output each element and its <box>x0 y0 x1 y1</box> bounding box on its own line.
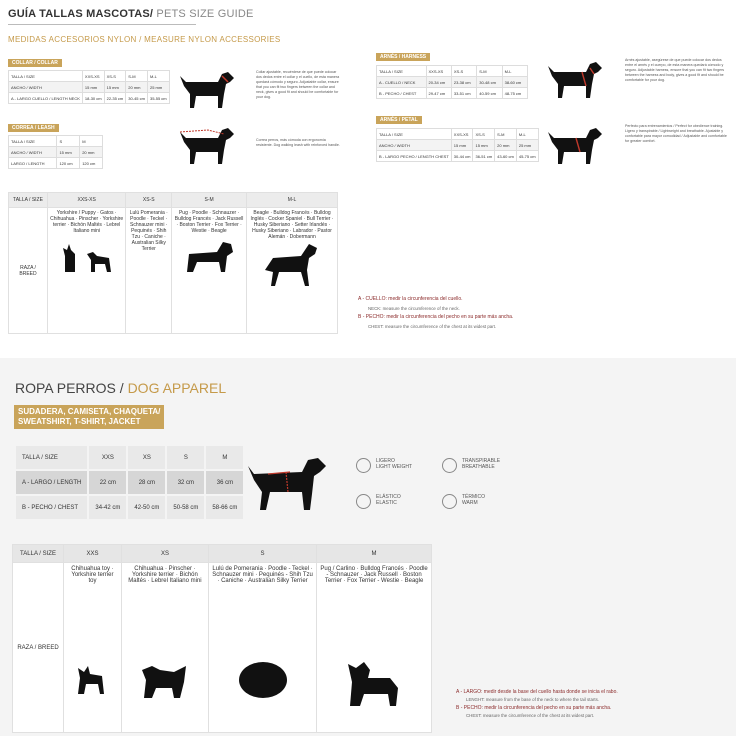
size-col-2: XS-S <box>126 193 172 208</box>
vest-table <box>376 128 539 162</box>
feature-breathable-en: BREATHABLE <box>462 464 495 470</box>
leash-table <box>8 135 103 169</box>
feature-light-en: LIGHT WEIGHT <box>376 464 413 470</box>
apparel-cell: M <box>205 445 244 470</box>
vest-cell: 15 mm <box>451 140 473 151</box>
harness-cell: B - PECHO / CHEST <box>377 88 427 99</box>
collar-cell: 30-45 cm <box>126 93 148 104</box>
apparel-cell: 34-42 cm <box>88 495 127 520</box>
breed-list-3 <box>172 208 247 334</box>
breed-list-1 <box>48 208 126 334</box>
thermal-icon <box>442 494 457 509</box>
measure2-b: B - PECHO: medir la circunferencia del pecho en su parte más ancha. <box>456 705 612 711</box>
collar-cell: TALLA / SIZE <box>9 71 83 82</box>
vest-cell: ANCHO / WIDTH <box>377 140 452 151</box>
harness-cell: S-M <box>477 66 502 77</box>
cat-chihuahua-icon <box>57 234 117 274</box>
harness-cell: XS-S <box>451 66 476 77</box>
apparel-cell: B - PECHO / CHEST <box>15 495 88 520</box>
strap-cell: LARGO / LENGTH <box>9 158 57 169</box>
dog-apparel-icon <box>246 454 328 514</box>
breed2-text-1: Chihuahua toy · Yorkshire terrier toy <box>71 566 114 584</box>
harness-cell: 33-51 cm <box>451 88 476 99</box>
breed-text-3: Pug · Poodle · Schnauzer · Bulldog Francés · Jack Russell · Boston Terrier · Fox Terrier · Westie · Beagle <box>174 210 244 234</box>
harness-cell: 20-34 cm <box>426 77 451 88</box>
vest-cell: 36-51 cm <box>473 151 495 162</box>
collar-cell: 25 mm <box>147 82 169 93</box>
apparel-cell: 50-58 cm <box>166 495 205 520</box>
breed2-list-2 <box>121 563 208 733</box>
apparel-cell: 28 cm <box>127 470 166 495</box>
strap-row <box>9 158 103 169</box>
apparel-cell: 58-66 cm <box>205 495 244 520</box>
apparel-cell: S <box>166 445 205 470</box>
schnauzer-icon <box>181 234 237 274</box>
harness-row <box>377 66 528 77</box>
vest-row <box>377 129 539 140</box>
strap-cell: 15 mm <box>57 147 80 158</box>
vest-cell: 43-60 cm <box>495 151 517 162</box>
section-subtitle: MEDIDAS ACCESORIOS NYLON / MEASURE NYLON ACCESSORIES <box>8 35 281 44</box>
feature-breathable <box>462 458 500 470</box>
apparel-cell: A - LARGO / LENGTH <box>15 470 88 495</box>
measure-legend-2 <box>456 688 734 720</box>
harness-table <box>376 65 528 99</box>
breed2-list-3 <box>209 563 317 733</box>
dog-harness-icon <box>546 58 604 102</box>
harness-cell: 40-59 cm <box>477 88 502 99</box>
apparel-cell: 32 cm <box>166 470 205 495</box>
harness-note: Arnés ajustable, asegúrese de que puede colocar dos dedos entre el arnés y el cuerpo, de esta manera quedará cómodo y seguro. Adjustable harness, ensure that you can fit two fingers between the harness and body, gives a good fit and should be comfortable for your dog. <box>625 58 725 82</box>
breathable-icon <box>442 458 457 473</box>
breed-text-4: Beagle · Bulldog Francés · Bulldog Inglés · Cocker Spaniel · Bull Terrier · Husky Siberiano · Setter Irlandés · Husky Siberiano · Labrador · Pastor Alemán · Dobermann <box>250 210 334 240</box>
breed-list-4 <box>247 208 338 334</box>
breed-header: RAZA / BREED <box>9 208 48 334</box>
apparel-title-es: ROPA PERROS <box>15 380 116 396</box>
collar-cell: ANCHO / WIDTH <box>9 82 83 93</box>
collar-cell: 20 mm <box>126 82 148 93</box>
harness-tag: ARNÉS / HARNESS <box>376 53 430 61</box>
vest-row <box>377 151 539 162</box>
size-col-1: XXS-XS <box>48 193 126 208</box>
apparel-cell: TALLA / SIZE <box>15 445 88 470</box>
dog-collar-icon <box>178 68 236 112</box>
strap-cell: 120 cm <box>57 158 80 169</box>
chihuahua-icon <box>72 656 112 696</box>
harness-cell: 30-48 cm <box>477 77 502 88</box>
breed-header-2: RAZA / BREED <box>13 563 64 733</box>
feature-light <box>376 458 412 470</box>
title-divider <box>8 24 196 25</box>
strap-row <box>9 136 103 147</box>
feature-elastic-en: ELASTIC <box>376 500 397 506</box>
breed2-text-2: Chihuahua · Pinscher · Yorkshire terrier · Bichón Maltés · Lebrel Italiano mini <box>128 566 202 584</box>
measure-b: B - PECHO: medir la circunferencia del pecho en su parte más ancha. <box>358 314 514 320</box>
harness-cell: 38-60 cm <box>502 77 527 88</box>
collar-row <box>9 82 170 93</box>
collar-tag: COLLAR / COLLAR <box>8 59 62 67</box>
breed-list-2 <box>126 208 172 334</box>
vest-cell: XS-S <box>473 129 495 140</box>
collar-cell: 18-30 cm <box>82 93 104 104</box>
collar-cell: 35-55 cm <box>147 93 169 104</box>
collar-cell: XS-S <box>104 71 126 82</box>
feature-thermal <box>462 494 485 506</box>
apparel-tag-line2: SWEATSHIRT, T-SHIRT, JACKET <box>18 417 141 426</box>
size-header: TALLA / SIZE <box>9 193 48 208</box>
collar-table <box>8 70 170 104</box>
breed2-list-4 <box>317 563 432 733</box>
collar-row <box>9 93 170 104</box>
harness-cell: M-L <box>502 66 527 77</box>
breed2-text-3: Lulú de Pomerania · Poodle - Teckel · Schnauzer mini · Pequinés - Shih Tzu · Caniche · Australian Silky Terrier <box>212 566 313 584</box>
collar-cell: M-L <box>147 71 169 82</box>
strap-cell: TALLA / SIZE <box>9 136 57 147</box>
page-title <box>8 8 254 20</box>
strap-cell: 20 mm <box>80 147 103 158</box>
collar-cell: S-M <box>126 71 148 82</box>
apparel-tag <box>14 405 164 429</box>
breed2-text-4: Pug / Carlino · Bulldog Francés · Poodle - Schnauzer · Jack Russell · Boston Terrier · Fox Terrier - Westie · Beagle <box>320 566 428 584</box>
feature-thermal-es: TÉRMICO <box>462 494 486 500</box>
strap-cell: 120 cm <box>80 158 103 169</box>
apparel-row <box>15 470 244 495</box>
apparel-tag-line1: SUDADERA, CAMISETA, CHAQUETA/ <box>18 407 161 416</box>
title-bold: GUÍA TALLAS MASCOTAS/ <box>8 8 154 20</box>
harness-cell: 48-75 cm <box>502 88 527 99</box>
title-thin: PETS SIZE GUIDE <box>156 8 254 20</box>
apparel-row <box>15 495 244 520</box>
vest-row <box>377 140 539 151</box>
apparel-cell: 42-50 cm <box>127 495 166 520</box>
breed2-list-1 <box>64 563 122 733</box>
size2-col-1: XXS <box>64 545 122 563</box>
pomeranian-icon <box>140 656 190 700</box>
feature-elastic-es: ELÁSTICO <box>376 494 401 500</box>
apparel-title: ROPA PERROS / DOG APPAREL <box>15 380 227 396</box>
breed-text-1: Yorkshire / Puppy · Gatos · Chihuahua · Pinscher · Yorkshire terrier · Bichón Maltés · Lebrel Italiano mini <box>50 210 124 234</box>
collar-cell: 15 mm <box>82 82 104 93</box>
harness-cell: 29-47 cm <box>426 88 451 99</box>
vest-cell: 45-75 cm <box>516 151 538 162</box>
apparel-cell: XS <box>127 445 166 470</box>
collar-row <box>9 71 170 82</box>
apparel-title-en: DOG APPAREL <box>127 380 227 396</box>
apparel-row <box>15 445 244 470</box>
harness-cell: 23-38 cm <box>451 77 476 88</box>
dog-vest-icon <box>546 124 604 168</box>
harness-row <box>377 77 528 88</box>
measure-a-en: NECK: measure the circumference of the neck. <box>368 306 460 311</box>
doberman-icon <box>261 240 323 288</box>
strap-cell: S <box>57 136 80 147</box>
feature-breathable-es: TRANSPIRABLE <box>462 458 501 464</box>
size2-col-4: M <box>317 545 432 563</box>
size-header-2: TALLA / SIZE <box>13 545 64 563</box>
french-bulldog-icon <box>344 656 404 708</box>
size-col-4: M-L <box>247 193 338 208</box>
vest-cell: B - LARGO PECHO / LENGTH CHEST <box>377 151 452 162</box>
strap-row <box>9 147 103 158</box>
size2-col-3: S <box>209 545 317 563</box>
vest-cell: TALLA / SIZE <box>377 129 452 140</box>
size-col-3: S-M <box>172 193 247 208</box>
measure2-a-en: LENGHT: measure from the base of the neck to where the tail starts. <box>466 697 599 702</box>
apparel-cell: XXS <box>88 445 127 470</box>
measure-b-en: CHEST: measure the circumference of the chest at its widest part. <box>368 324 497 329</box>
harness-cell: XXS-XS <box>426 66 451 77</box>
collar-cell: XXS-XS <box>82 71 104 82</box>
vest-cell: 25 mm <box>516 140 538 151</box>
vest-note: Perfecto para entrenamientos / Perfect for obedience training. Ligero y transpirable / Lightweight and breathable. Ajustable y confortable para mayor comodidad / Adjustable and comfortable for greater comfort. <box>625 124 727 143</box>
feature-elastic <box>376 494 401 506</box>
collar-cell: A - LARGO CUELLO / LENGTH NECK <box>9 93 83 104</box>
vest-cell: 30-44 cm <box>451 151 473 162</box>
collar-cell: 15 mm <box>104 82 126 93</box>
leash-tag: CORREA / LEASH <box>8 124 59 132</box>
dog-leash-icon <box>178 124 238 168</box>
collar-cell: 22-35 cm <box>104 93 126 104</box>
feather-icon <box>356 458 371 473</box>
strap-cell: M <box>80 136 103 147</box>
harness-cell: TALLA / SIZE <box>377 66 427 77</box>
vest-tag: ARNÉS / PETAL <box>376 116 422 124</box>
measure2-a: A - LARGO: medir desde la base del cuello hasta donde se inicia el rabo. <box>456 689 618 695</box>
strap-cell: ANCHO / WIDTH <box>9 147 57 158</box>
measure-a: A - CUELLO: medir la circunferencia del cuello. <box>358 296 463 302</box>
breed-table <box>8 192 338 334</box>
harness-cell: A - CUELLO / NECK <box>377 77 427 88</box>
leash-note: Correa perros, más cómoda con ergonomía resistente. Dog walking leash with reinforced handle. <box>256 138 340 147</box>
feature-light-es: LIGERO <box>376 458 395 464</box>
vest-cell: 20 mm <box>495 140 517 151</box>
size2-col-2: XS <box>121 545 208 563</box>
measure-legend <box>358 295 658 331</box>
elastic-icon <box>356 494 371 509</box>
vest-cell: 15 mm <box>473 140 495 151</box>
vest-cell: XXS-XS <box>451 129 473 140</box>
apparel-cell: 36 cm <box>205 470 244 495</box>
collar-note: Collar ajustable, recuérdese de que puede colocar dos dedos entre el collar y el cuello, de esta manera quedará cómodo y seguro. Adjustable collar, ensure that you can fit two fingers between the collar and neck, gives a good fit and should be comfortable for your dog. <box>256 70 340 99</box>
harness-row <box>377 88 528 99</box>
apparel-table <box>14 444 245 521</box>
vest-cell: S-M <box>495 129 517 140</box>
feature-thermal-en: WARM <box>462 500 478 506</box>
fluffy-dog-icon <box>236 656 290 700</box>
breed-text-2: Lulú Pomerania · Poodle · Teckel · Schnauzer mini · Pequinés · Shih Tzu · Caniche · Australian Silky Terrier <box>129 210 168 252</box>
apparel-cell: 22 cm <box>88 470 127 495</box>
vest-cell: M-L <box>516 129 538 140</box>
apparel-breed-table <box>12 544 432 733</box>
measure2-b-en: CHEST: measure the circumference of the chest at its widest part. <box>466 713 595 718</box>
